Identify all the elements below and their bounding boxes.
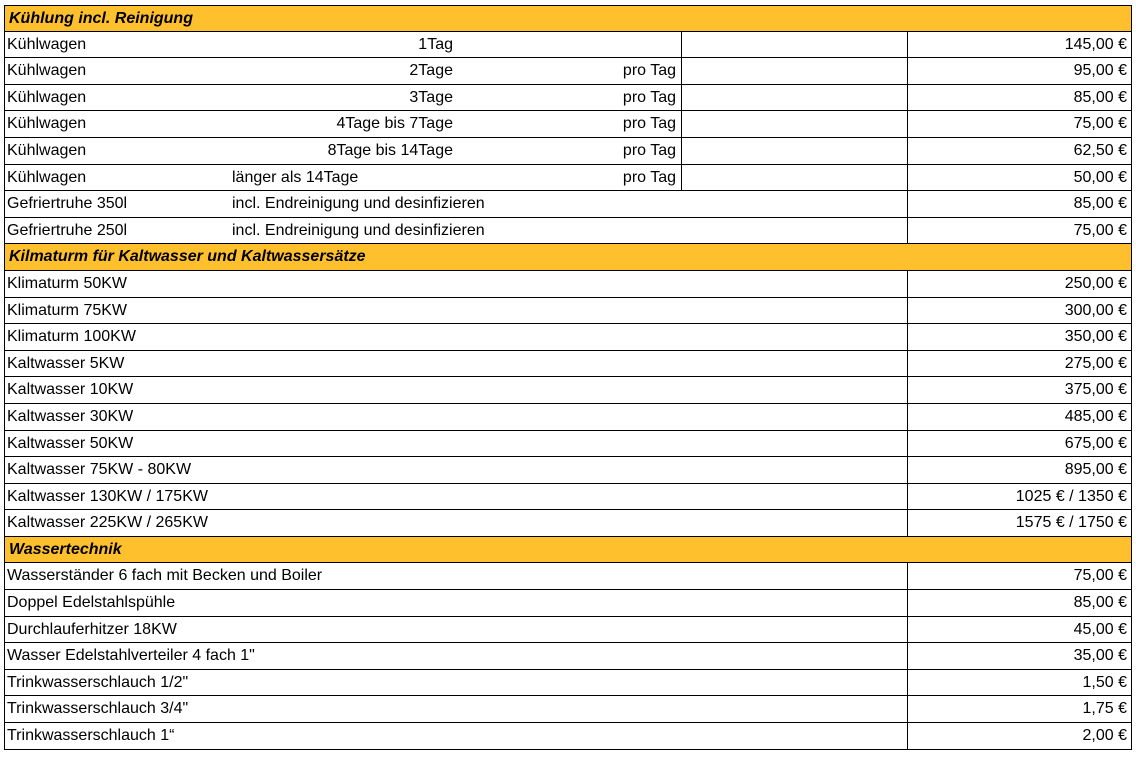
item-price: 375,00 € — [1064, 381, 1127, 399]
item-price: 75,00 € — [1073, 115, 1127, 133]
item-name: Kaltwasser 50KW — [7, 434, 134, 452]
item-name: Kühlwagen — [7, 88, 87, 106]
item-price: 75,00 € — [1073, 221, 1127, 239]
column-divider — [907, 643, 908, 669]
item-price: 85,00 € — [1073, 195, 1127, 213]
column-divider — [907, 298, 908, 324]
column-divider — [907, 590, 908, 616]
section-title: Kühlung incl. Reinigung — [9, 10, 193, 27]
table-row — [4, 218, 1132, 245]
item-name: Kaltwasser 10KW — [7, 381, 134, 399]
table-row — [4, 298, 1132, 325]
item-name: Klimaturm 50KW — [7, 274, 128, 292]
table-row — [4, 32, 1132, 59]
column-divider — [907, 58, 908, 84]
item-price: 2,00 € — [1082, 727, 1127, 745]
item-name: Gefriertruhe 250l — [7, 221, 128, 239]
table-row — [4, 351, 1132, 378]
item-price: 250,00 € — [1064, 274, 1127, 292]
table-row — [4, 563, 1132, 590]
item-name: Wasser Edelstahlverteiler 4 fach 1" — [7, 647, 255, 665]
table-row — [4, 484, 1132, 511]
column-divider — [681, 32, 682, 58]
item-name: Kaltwasser 225KW / 265KW — [7, 514, 208, 532]
item-name: Durchlauferhitzer 18KW — [7, 620, 177, 638]
table-row — [4, 377, 1132, 404]
table-row — [4, 404, 1132, 431]
item-name: Kaltwasser 130KW / 175KW — [7, 487, 208, 505]
item-description: incl. Endreinigung und desinfizieren — [232, 195, 485, 213]
section-title: Wassertechnik — [9, 540, 122, 558]
column-divider — [907, 32, 908, 58]
item-price: 675,00 € — [1064, 434, 1127, 452]
column-divider — [681, 58, 682, 84]
table-row — [4, 271, 1132, 298]
table-row — [4, 617, 1132, 644]
item-name: Gefriertruhe 350l — [7, 195, 128, 213]
column-divider — [907, 431, 908, 457]
item-unit: pro Tag — [622, 62, 676, 80]
column-divider — [907, 563, 908, 589]
column-divider — [907, 218, 908, 244]
item-name: Klimaturm 75KW — [7, 301, 128, 319]
table-row — [4, 58, 1132, 85]
item-price: 45,00 € — [1073, 620, 1127, 638]
item-name: Wasserständer 6 fach mit Becken und Boiler — [7, 567, 323, 585]
item-price: 35,00 € — [1073, 647, 1127, 665]
column-divider — [907, 723, 908, 749]
table-row — [4, 85, 1132, 112]
column-divider — [907, 670, 908, 696]
column-divider — [907, 617, 908, 643]
item-unit: pro Tag — [622, 168, 676, 186]
table-row — [4, 643, 1132, 670]
table-row — [4, 510, 1132, 537]
item-price: 1025 € / 1350 € — [1015, 487, 1127, 505]
item-unit: pro Tag — [622, 141, 676, 159]
table-row — [4, 165, 1132, 192]
item-name: Kaltwasser 30KW — [7, 407, 134, 425]
item-price: 95,00 € — [1073, 62, 1127, 80]
item-name: Trinkwasserschlauch 1“ — [7, 727, 175, 745]
item-unit: pro Tag — [622, 88, 676, 106]
item-unit: pro Tag — [622, 115, 676, 133]
item-price: 75,00 € — [1073, 567, 1127, 585]
table-row — [4, 457, 1132, 484]
section-header — [4, 5, 1132, 32]
item-duration: 8Tage bis 14Tage — [327, 141, 453, 159]
column-divider — [907, 138, 908, 164]
column-divider — [681, 165, 682, 191]
column-divider — [907, 457, 908, 483]
section-title: Kilmaturm für Kaltwasser und Kaltwassersätze — [9, 248, 366, 266]
item-price: 895,00 € — [1064, 461, 1127, 479]
item-price: 1575 € / 1750 € — [1015, 514, 1127, 532]
item-name: Trinkwasserschlauch 1/2" — [7, 673, 189, 691]
item-name: Kühlwagen — [7, 62, 87, 80]
column-divider — [907, 696, 908, 722]
item-duration: 2Tage — [409, 62, 453, 80]
item-duration: 1Tag — [418, 35, 453, 53]
item-price: 485,00 € — [1064, 407, 1127, 425]
column-divider — [681, 138, 682, 164]
item-name: Doppel Edelstahlspühle — [7, 594, 176, 612]
column-divider — [907, 191, 908, 217]
column-divider — [907, 324, 908, 350]
item-name: Kühlwagen — [7, 141, 87, 159]
item-price: 50,00 € — [1073, 168, 1127, 186]
item-description: incl. Endreinigung und desinfizieren — [232, 221, 485, 239]
table-row — [4, 431, 1132, 458]
table-row — [4, 696, 1132, 723]
column-divider — [907, 111, 908, 137]
item-price: 1,75 € — [1082, 700, 1127, 718]
item-name: Trinkwasserschlauch 3/4" — [7, 700, 189, 718]
table-row — [4, 324, 1132, 351]
item-price: 85,00 € — [1073, 594, 1127, 612]
item-price: 85,00 € — [1073, 88, 1127, 106]
item-name: Klimaturm 100KW — [7, 328, 136, 346]
table-row — [4, 590, 1132, 617]
table-row — [4, 670, 1132, 697]
item-price: 62,50 € — [1073, 141, 1127, 159]
table-row — [4, 111, 1132, 138]
table-row — [4, 191, 1132, 218]
column-divider — [907, 510, 908, 536]
item-price: 275,00 € — [1064, 354, 1127, 372]
price-sheet — [4, 5, 1132, 750]
table-row — [4, 723, 1132, 750]
item-name: Kaltwasser 5KW — [7, 354, 125, 372]
column-divider — [907, 85, 908, 111]
section-header — [4, 537, 1132, 564]
item-duration: länger als 14Tage — [232, 168, 359, 186]
item-name: Kühlwagen — [7, 115, 87, 133]
section-header — [4, 244, 1132, 271]
item-price: 300,00 € — [1064, 301, 1127, 319]
column-divider — [681, 111, 682, 137]
column-divider — [907, 271, 908, 297]
item-price: 350,00 € — [1064, 328, 1127, 346]
item-price: 145,00 € — [1064, 35, 1127, 53]
column-divider — [907, 351, 908, 377]
item-name: Kaltwasser 75KW - 80KW — [7, 461, 192, 479]
item-name: Kühlwagen — [7, 35, 87, 53]
column-divider — [681, 85, 682, 111]
column-divider — [907, 484, 908, 510]
item-duration: 4Tage bis 7Tage — [336, 115, 453, 133]
item-price: 1,50 € — [1082, 673, 1127, 691]
column-divider — [907, 377, 908, 403]
column-divider — [907, 404, 908, 430]
item-name: Kühlwagen — [7, 168, 87, 186]
item-duration: 3Tage — [409, 88, 453, 106]
column-divider — [907, 165, 908, 191]
table-row — [4, 138, 1132, 165]
